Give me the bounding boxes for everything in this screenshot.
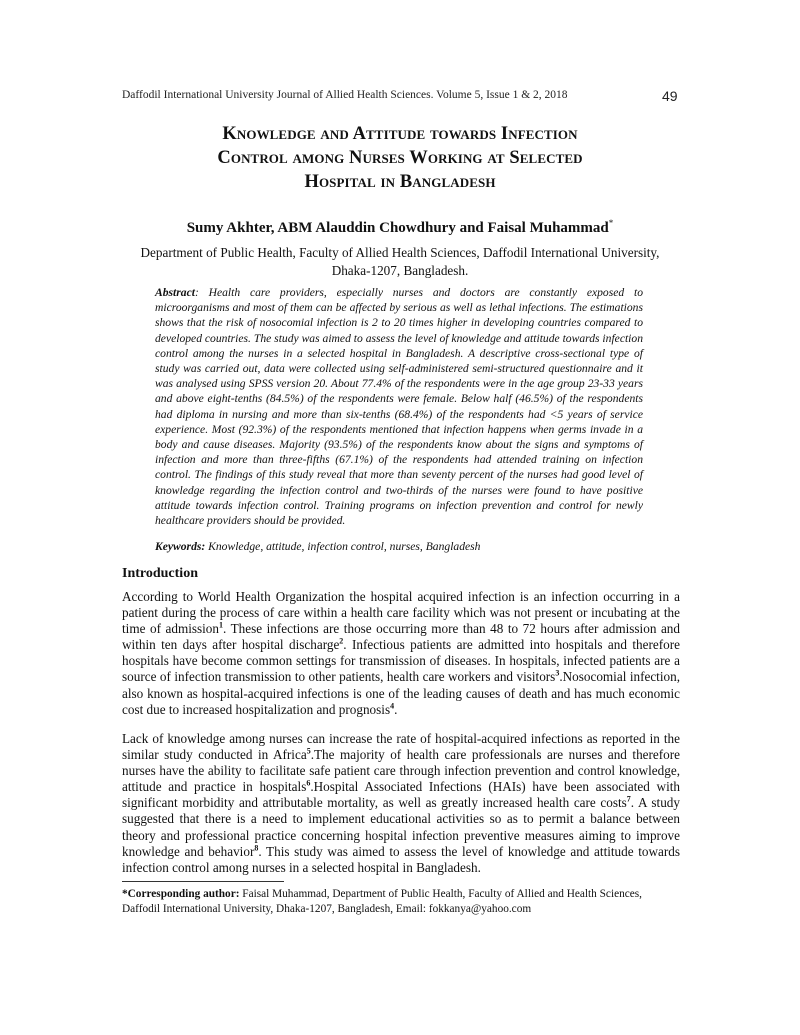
body-paragraph bbox=[122, 731, 680, 876]
paper-title bbox=[110, 122, 690, 194]
keywords-text: Knowledge, attitude, infection control, nurses, Bangladesh bbox=[205, 540, 481, 553]
citation-ref: 3 bbox=[555, 669, 560, 679]
title-line: Control among Nurses Working at Selected bbox=[217, 148, 583, 168]
title-line: Knowledge and Attitude towards Infection bbox=[222, 124, 578, 144]
paragraph-text: . A study suggested that there is a need to implement educational activities so as to permit a balance between theory and professional practice concerning hospital infection preventive measures aiming to improve knowledge and behavior bbox=[122, 795, 680, 859]
citation-ref: 4 bbox=[390, 701, 395, 711]
paragraph-text: . This study was aimed to assess the level of knowledge and attitude towards infection control among nurses in a selected hospital in Bangladesh. bbox=[122, 843, 680, 875]
affiliation: Department of Public Health, Faculty of Allied Health Sciences, Daffodil International University, Dhaka-1207, Bangladesh. bbox=[140, 245, 660, 278]
footnote-text: Faisal Muhammad, Department of Public Health, Faculty of Allied and Health Sciences, Daffodil International University, Dhaka-1207, Bangladesh, Email: fokkanya@yahoo.com bbox=[122, 888, 642, 915]
keywords bbox=[155, 540, 643, 553]
title-line: Hospital in Bangladesh bbox=[304, 172, 496, 192]
abstract-label: Abstract bbox=[155, 286, 195, 299]
footnote-label: *Corresponding author: bbox=[122, 888, 240, 900]
citation-ref: 5 bbox=[306, 746, 311, 756]
corresponding-mark: * bbox=[608, 218, 614, 228]
citation-ref: 6 bbox=[306, 778, 311, 788]
keywords-label: Keywords: bbox=[155, 540, 206, 553]
footnote-divider bbox=[122, 881, 284, 882]
abstract-text: : Health care providers, especially nurses and doctors are constantly exposed to microorganisms and most of them can be affected by serious as well as lethal infections. The estimations shows that the risk of nosocomial infection is 2 to 20 times higher in developing countries compared to developed countries. The study was aimed to assess the level of knowledge and attitude towards infection control among the nurses in a selected hospital in Bangladesh. A descriptive cross-sectional type of study was carried out, data were collected using self-administered semi-structured questionnaire and it was analysed using SPSS version 20. About 77.4% of the respondents were in the age group 23-33 years and above eight-tenths (84.5%) of the respondents were female. Below half (46.5%) of the respondents had diploma in nursing and more than six-tenths (68.4%) of the respondents had <5 years of service experience. Most (92.3%) of the respondents mentioned that infection happens when germs invade in a body and cause diseases. Majority (93.5%) of the respondents know about the signs and symptoms of infection and more than three-fifths (67.1%) of the respondents had attended training on infection control. The findings of this study reveal that more than seventy percent of the nurses had good level of knowledge regarding the infection control and two-thirds of the nurses were found to have positive attitude towards infection control. Training programs on infection prevention and control for newly healthcare providers should be provided. bbox=[155, 286, 643, 528]
footnote-corresponding-author bbox=[122, 887, 682, 916]
body-paragraph bbox=[122, 589, 680, 718]
citation-ref: 7 bbox=[626, 794, 631, 804]
paragraph-text: Lack of knowledge among nurses can increase the rate of hospital-acquired infections as reported in the similar study conducted in Africa bbox=[122, 731, 680, 763]
paragraph-text: . bbox=[394, 701, 398, 717]
running-head: Daffodil International University Journal of Allied Health Sciences. Volume 5, Issue 1 & 2, 2018 bbox=[122, 89, 568, 101]
author-list bbox=[100, 218, 700, 237]
paragraph-text: .The majority of health care professionals are nurses and therefore nurses have the ability to facilitate safe patient care through infection prevention and control knowledge, attitude and practice in hospitals bbox=[122, 747, 680, 795]
author-names: Sumy Akhter, ABM Alauddin Chowdhury and Faisal Muhammad bbox=[186, 220, 609, 236]
paragraph-text: According to World Health Organization the hospital acquired infection is an infection occurring in a patient during the process of care within a health care facility which was not present or incubating at the time of admission bbox=[122, 589, 680, 637]
citation-ref: 1 bbox=[219, 620, 223, 630]
abstract bbox=[155, 285, 643, 528]
paragraph-text: . These infections are those occurring more than 48 to 72 hours after admission and within ten days after hospital discharge bbox=[122, 621, 680, 653]
paragraph-text: .Nosocomial infection, also known as hospital-acquired infections is one of the leading causes of death and has much economic cost due to increased hospitalization and prognosis bbox=[122, 669, 680, 717]
section-heading-introduction: Introduction bbox=[122, 566, 198, 581]
paragraph-text: . Infectious patients are admitted into hospitals and therefore hospitals have become common settings for transmission of diseases. In hospitals, infected patients are a source of infection transmission to other patients, health care workers and visitors bbox=[122, 637, 680, 685]
citation-ref: 2 bbox=[339, 636, 344, 646]
paragraph-text: .Hospital Associated Infections (HAIs) have been associated with significant morbidity and attributable mortality, as well as greatly increased health care costs bbox=[122, 779, 680, 811]
page-number: 49 bbox=[662, 88, 678, 104]
citation-ref: 8 bbox=[254, 843, 259, 853]
